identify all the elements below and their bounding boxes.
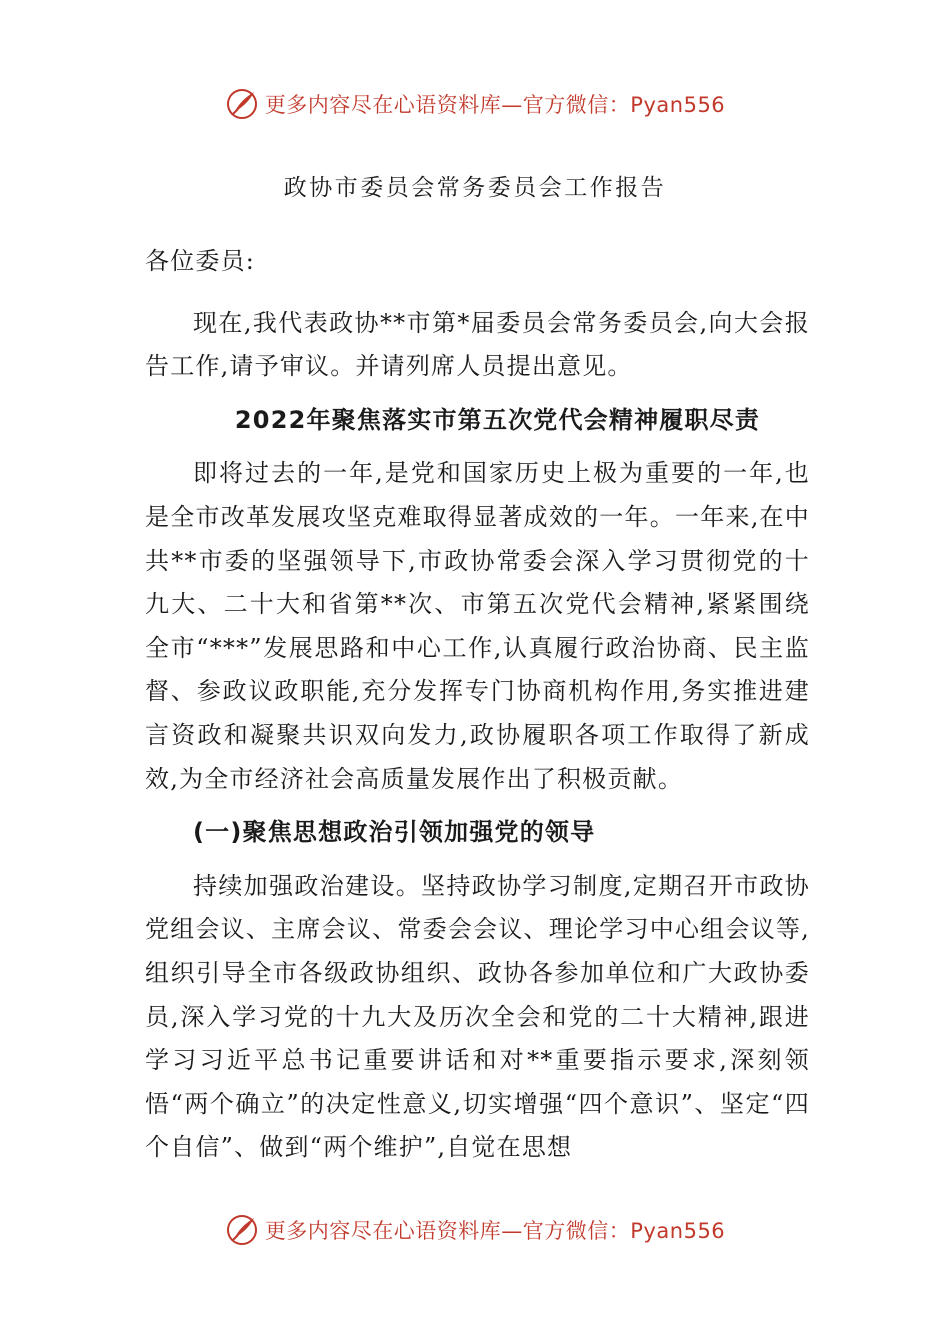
section-paragraph: 即将过去的一年,是党和国家历史上极为重要的一年,也是全市改革发展攻坚克难取得显著成效的一年。一年来,在中共**市委的坚强领导下,市政协常委会深入学习贯彻党的十九大、二十大和省第**次、市第五次党代会精神,紧紧围绕全市“***”发展思路和中心工作,认真履行政治协商、民主监督、参政议政职能,充分发挥专门协商机构作用,务实推进建言资政和凝聚共识双向发力,政协履职各项工作取得了新成效,为全市经济社会高质量发展作出了积极贡献。 — [145, 459, 810, 793]
header-watermark — [0, 84, 950, 124]
document-title: 政协市委员会常务委员会工作报告 — [283, 175, 667, 201]
subsection-heading: (一)聚焦思想政治引领加强党的领导 — [193, 818, 596, 847]
watermark-text: 更多内容尽在心语资料库—官方微信：Pyan556 — [264, 1219, 726, 1243]
footer-watermark — [0, 1210, 950, 1250]
salutation: 各位委员: — [145, 247, 256, 275]
section-heading: 2022年聚焦落实市第五次党代会精神履职尽责 — [234, 405, 761, 434]
intro-paragraph: 现在,我代表政协**市第*届委员会常务委员会,向大会报告工作,请予审议。并请列席人员提出意见。 — [145, 308, 810, 381]
subsection-paragraph: 持续加强政治建设。坚持政协学习制度,定期召开市政协党组会议、主席会议、常委会会议、理论学习中心组会议等,组织引导全市各级政协组织、政协各参加单位和广大政协委员,深入学习党的十九大及历次全会和党的二十大精神,跟进学习习近平总书记重要讲话和对**重要指示要求,深刻领悟“两个确立”的决定性意义,切实增强“四个意识”、坚定“四个自信”、做到“两个维护”,自觉在思想 — [145, 871, 810, 1162]
quill-logo-icon — [225, 87, 259, 121]
document-body — [145, 240, 810, 1180]
quill-logo-icon — [225, 1213, 259, 1247]
watermark-text: 更多内容尽在心语资料库—官方微信：Pyan556 — [264, 93, 726, 117]
